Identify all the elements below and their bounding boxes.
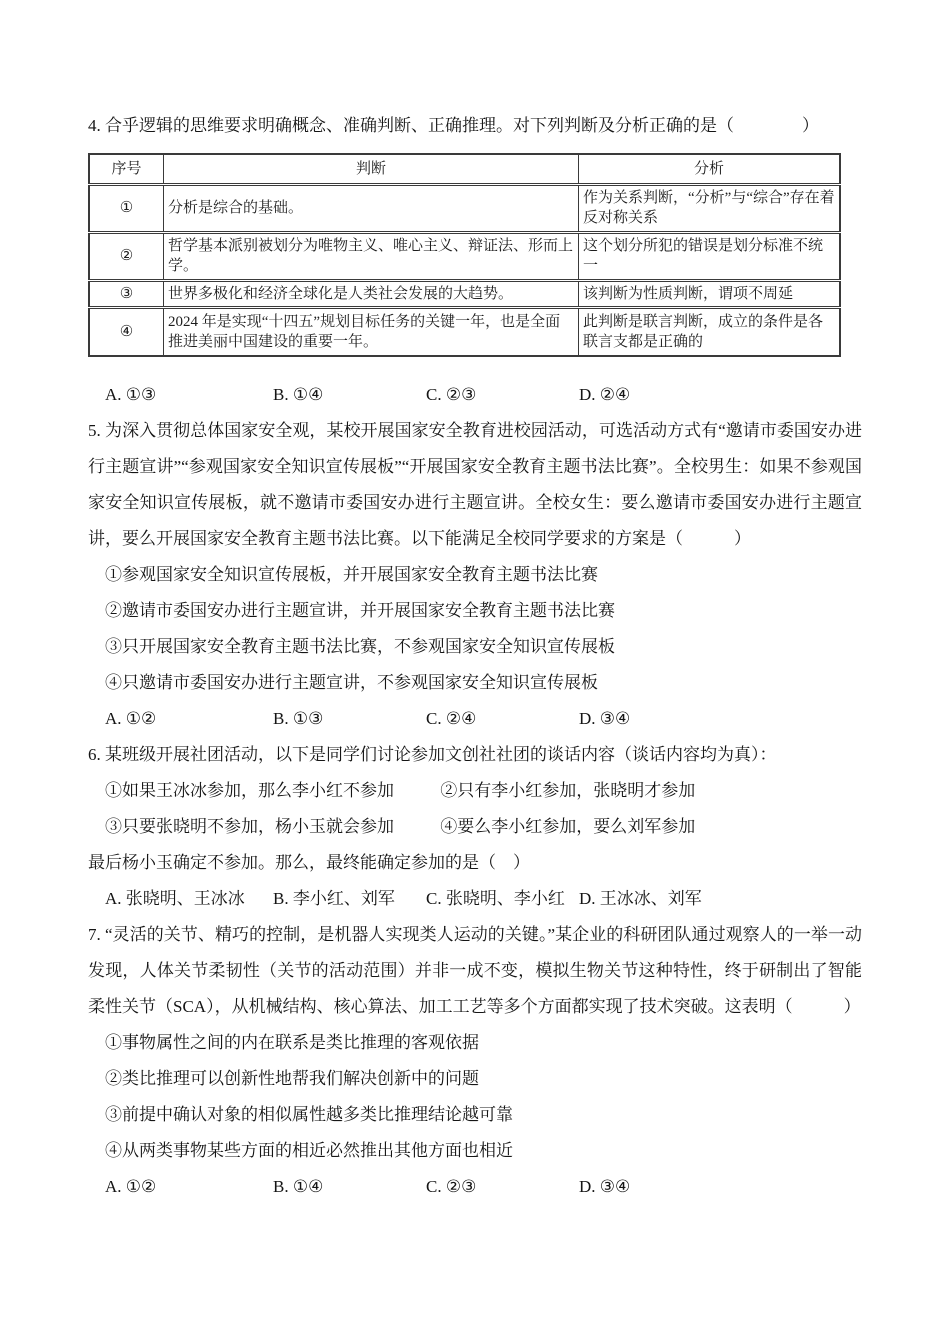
table-cell-judgment: 哲学基本派别被划分为唯物主义、唯心主义、辩证法、形而上学。: [164, 232, 579, 280]
table-cell-judgment: 分析是综合的基础。: [164, 184, 579, 232]
q6-items-row-1: [88, 773, 862, 809]
question-5-stem: 5. 为深入贯彻总体国家安全观，某校开展国家安全教育进校园活动，可选活动方式有“邀请市委国安办进行主题宣讲”“参观国家安全知识宣传展板”“开展国家安全教育主题书法比赛”。全校男生：如果不参观国家安全知识宣传展板，就不邀请市委国安办进行主题宣讲。全校女生：要么邀请市委国安办进行主题宣讲，要么开展国家安全教育主题书法比赛。以下能满足全校同学要求的方案是（ ）: [88, 421, 862, 548]
q7-choices: [88, 1169, 862, 1205]
choice-c: C. ②③: [426, 385, 477, 404]
q6-items-row-2: [88, 809, 862, 845]
choice-a: A. 张晓明、王冰冰: [105, 889, 245, 908]
q6-closing: 最后杨小玉确定不参加。那么，最终能确定参加的是（ ）: [88, 853, 530, 872]
q4-judgment-analysis-table: [88, 153, 841, 357]
question-5: [88, 413, 862, 737]
choice-c: C. ②③: [426, 1177, 477, 1196]
table-cell-judgment: 2024 年是实现“十四五”规划目标任务的关键一年，也是全面推进美丽中国建设的重要一年。: [164, 307, 579, 356]
choice-d: D. ③④: [579, 1177, 631, 1196]
choice-d: D. ③④: [579, 709, 631, 728]
table-cell-serial: ②: [89, 232, 164, 280]
q6-item-1: ①如果王冰冰参加，那么李小红不参加: [105, 781, 394, 800]
q5-item-3: ③只开展国家安全教育主题书法比赛，不参观国家安全知识宣传展板: [105, 637, 615, 656]
q5-choices: [88, 701, 862, 737]
question-4-stem: 4. 合乎逻辑的思维要求明确概念、准确判断、正确推理。对下列判断及分析正确的是（ ）: [88, 116, 819, 135]
q4-choices: [88, 377, 862, 413]
q7-item-4: ④从两类事物某些方面的相近必然推出其他方面也相近: [105, 1141, 513, 1160]
choice-d: D. ②④: [579, 385, 631, 404]
q6-choices: [88, 881, 862, 917]
question-6-stem: 6. 某班级开展社团活动，以下是同学们讨论参加文创社社团的谈话内容（谈话内容均为真）：: [88, 745, 777, 764]
table-cell-analysis: 作为关系判断，“分析”与“综合”存在着反对称关系: [579, 184, 841, 232]
q7-item-3: ③前提中确认对象的相似属性越多类比推理结论越可靠: [105, 1105, 513, 1124]
question-7: [88, 917, 862, 1205]
table-row: [89, 184, 840, 232]
choice-c: C. 张晓明、李小红: [426, 889, 565, 908]
table-cell-analysis: 该判断为性质判断，谓项不周延: [579, 280, 841, 307]
table-header-row: [89, 154, 840, 184]
choice-c: C. ②④: [426, 709, 477, 728]
question-4: [88, 108, 862, 413]
table-row: [89, 280, 840, 307]
q6-item-2: ②只有李小红参加，张晓明才参加: [440, 781, 696, 800]
choice-a: A. ①②: [105, 1177, 157, 1196]
choice-d: D. 王冰冰、刘军: [579, 889, 702, 908]
choice-b: B. ①③: [273, 709, 324, 728]
table-row: [89, 232, 840, 280]
q6-item-3: ③只要张晓明不参加，杨小玉就会参加: [105, 817, 394, 836]
table-cell-analysis: 这个划分所犯的错误是划分标准不统一: [579, 232, 841, 280]
table-cell-serial: ④: [89, 307, 164, 356]
col-header-analysis: 分析: [579, 154, 841, 184]
table-cell-judgment: 世界多极化和经济全球化是人类社会发展的大趋势。: [164, 280, 579, 307]
question-7-stem: 7. “灵活的关节、精巧的控制，是机器人实现类人运动的关键。”某企业的科研团队通过观察人的一举一动发现，人体关节柔韧性（关节的活动范围）并非一成不变，模拟生物关节这种特性，终于研制出了智能柔性关节（SCA），从机械结构、核心算法、加工工艺等多个方面都实现了技术突破。这表明（ ）: [88, 925, 862, 1016]
q7-item-1: ①事物属性之间的内在联系是类比推理的客观依据: [105, 1033, 479, 1052]
col-header-serial: 序号: [89, 154, 164, 184]
choice-b: B. 李小红、刘军: [273, 889, 395, 908]
choice-b: B. ①④: [273, 385, 324, 404]
col-header-judgment: 判断: [164, 154, 579, 184]
table-cell-serial: ①: [89, 184, 164, 232]
q5-item-4: ④只邀请市委国安办进行主题宣讲，不参观国家安全知识宣传展板: [105, 673, 598, 692]
choice-a: A. ①③: [105, 385, 157, 404]
table-row: [89, 307, 840, 356]
table-cell-analysis: 此判断是联言判断，成立的条件是各联言支都是正确的: [579, 307, 841, 356]
q5-item-2: ②邀请市委国安办进行主题宣讲，并开展国家安全教育主题书法比赛: [105, 601, 615, 620]
q7-item-2: ②类比推理可以创新性地帮我们解决创新中的问题: [105, 1069, 479, 1088]
choice-a: A. ①②: [105, 709, 157, 728]
question-6: [88, 737, 862, 917]
q6-item-4: ④要么李小红参加，要么刘军参加: [440, 817, 696, 836]
choice-b: B. ①④: [273, 1177, 324, 1196]
q5-item-1: ①参观国家安全知识宣传展板，并开展国家安全教育主题书法比赛: [105, 565, 598, 584]
table-cell-serial: ③: [89, 280, 164, 307]
